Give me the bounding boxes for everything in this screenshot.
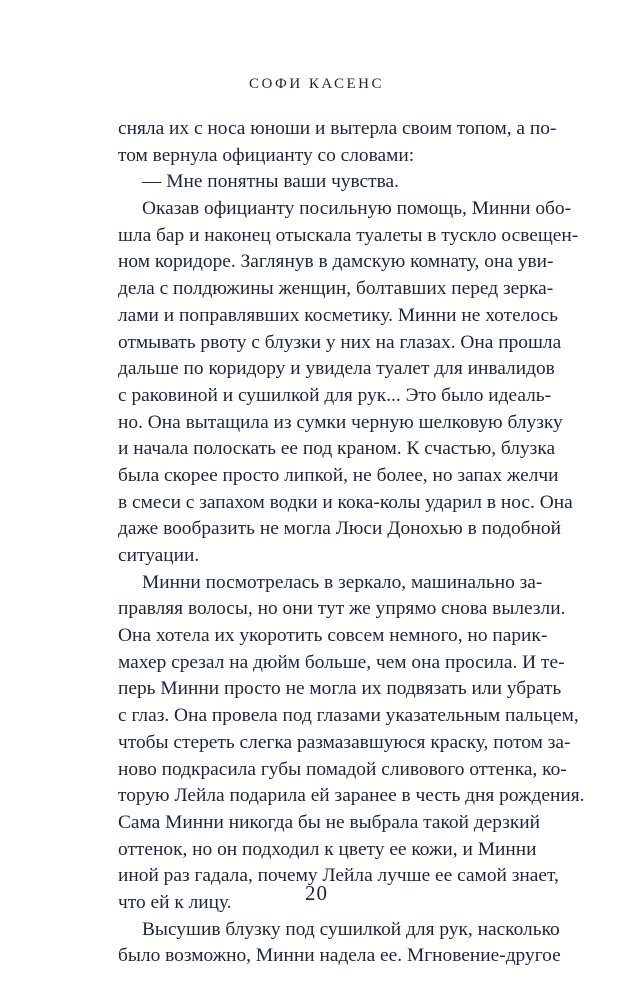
text-line: сняла их с носа юноши и вытерла своим топом, а по- [118,118,557,139]
text-line: ново подкрасила губы помадой сливового оттенка, ко- [118,758,567,780]
page-number: 20 [305,881,328,905]
text-line: с глаз. Она провела под глазами указательным пальцем, [118,705,579,727]
text-line: чтобы стереть слегка размазавшуюся краску, потом за- [118,731,571,753]
text-line: Она хотела их укоротить совсем немного, но парик- [118,625,548,647]
text-line: оттенок, но он подходил к цвету ее кожи, и Минни [118,838,537,860]
text-line: том вернула официанту со словами: [118,144,415,166]
text-line: ном коридоре. Заглянув в дамскую комнату, она уви- [118,251,554,273]
text-line: иной раз гадала, почему Лейла лучше ее самой знает, [118,865,559,887]
text-line: — Мне понятны ваши чувства. [142,171,399,193]
text-line: ситуации. [118,545,200,566]
text-line: торую Лейла подарила ей заранее в честь дня рождения. [118,785,585,807]
text-line: и начала полоскать ее под краном. К счастью, блузка [118,438,556,460]
text-line: правляя волосы, но они тут же упрямо снова вылезли. [118,598,566,620]
text-line: в смеси с запахом водки и кока-колы ударил в нос. Она [118,491,573,513]
text-line: было возможно, Минни надела ее. Мгновение-другое [118,945,561,967]
text-line: Высушив блузку под сушилкой для рук, насколько [142,918,560,940]
text-line: перь Минни просто не могла их подвязать или убрать [118,678,562,700]
text-line: но. Она вытащила из сумки черную шелковую блузку [118,411,563,433]
text-line: была скорее просто липкой, не более, но запах желчи [118,464,559,486]
text-line: шла бар и наконец отыскала туалеты в тускло освещен- [118,224,579,246]
text-line: Сама Минни никогда бы не выбрала такой дерзкий [118,811,541,833]
body-text [118,116,585,970]
text-line: лами и поправлявших косметику. Минни не хотелось [118,304,559,326]
text-line: Оказав официанту посильную помощь, Минни обо- [142,198,572,220]
text-line: Минни посмотрелась в зеркало, машинально за- [142,571,543,593]
text-line: отмывать рвоту с блузки у них на глазах. Она прошла [118,331,562,353]
text-line: что ей к лицу. [118,891,232,913]
text-line: дальше по коридору и увидела туалет для инвалидов [118,358,555,380]
text-line: махер срезал на дюйм больше, чем она просила. И те- [118,651,565,673]
running-head: СОФИ КАСЕНС [248,76,385,92]
text-line: с раковиной и сушилкой для рук... Это было идеаль- [118,384,552,406]
text-line: даже вообразить не могла Люси Донохью в подобной [118,518,561,540]
text-line: дела с полдюжины женщин, болтавших перед зерка- [118,278,554,300]
